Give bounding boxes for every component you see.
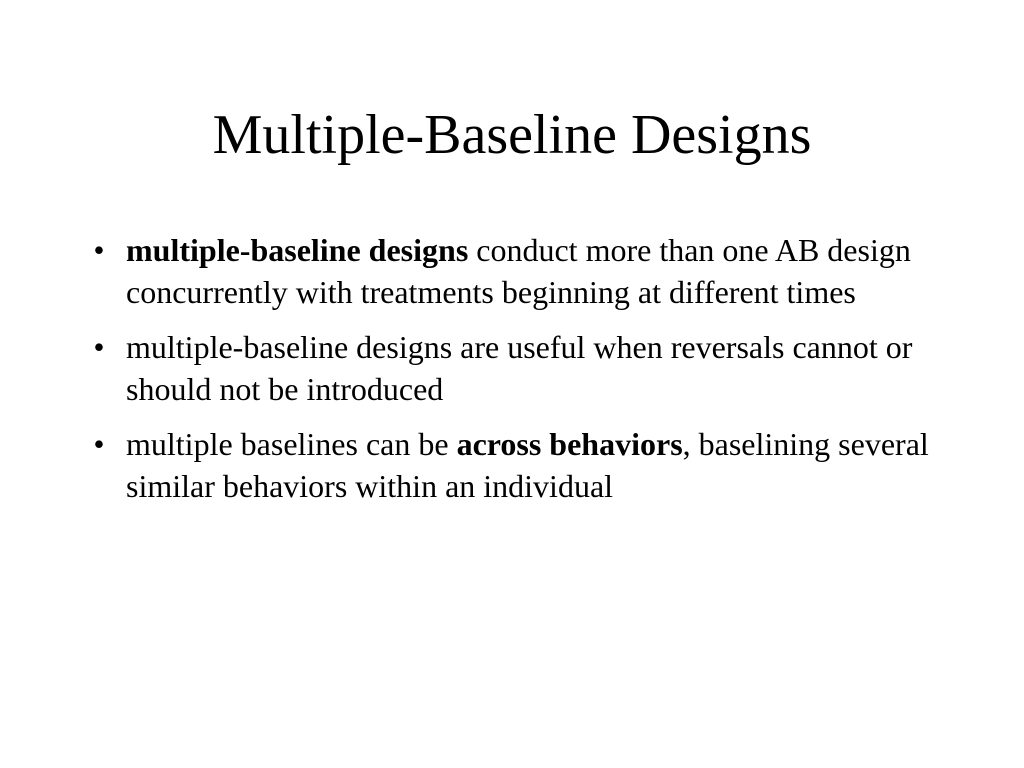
bullet-item-1 bbox=[84, 229, 954, 313]
bullet-marker: • bbox=[93, 232, 105, 268]
bullet-2-text: multiple-baseline designs are useful when reversals cannot or should not be introduced bbox=[126, 329, 913, 407]
bullet-marker: • bbox=[93, 329, 105, 365]
bullet-3-text-after: , baselining several similar behaviors within an individual bbox=[126, 426, 929, 504]
bullet-3-text-before: multiple baselines can be bbox=[126, 426, 457, 462]
bullet-marker: • bbox=[93, 426, 105, 462]
slide-title: Multiple-Baseline Designs bbox=[212, 104, 812, 166]
bullet-1-bold-term: multiple-baseline designs bbox=[126, 232, 469, 268]
bullet-item-2 bbox=[84, 326, 954, 410]
bullet-3-bold-term: across behaviors bbox=[456, 426, 683, 462]
bullet-1-text: conduct more than one AB design concurrently with treatments beginning at different times bbox=[126, 232, 911, 310]
bullet-list bbox=[84, 229, 954, 520]
bullet-item-3 bbox=[84, 423, 954, 507]
